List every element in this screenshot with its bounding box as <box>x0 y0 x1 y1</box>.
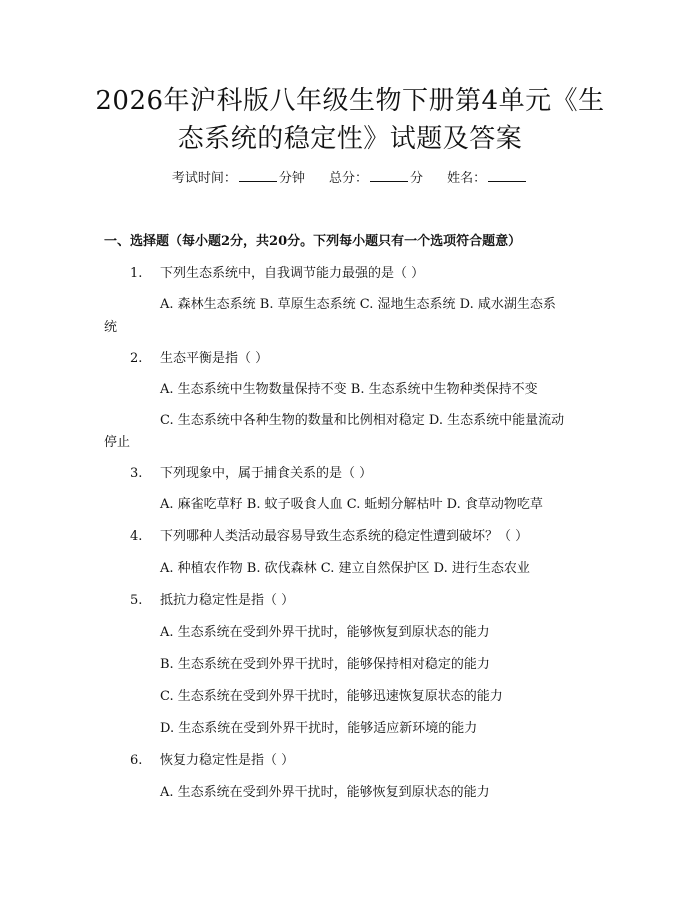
title-line-1: 2026年沪科版八年级生物下册第4单元《生 <box>95 86 605 116</box>
score-blank <box>370 169 408 182</box>
question-3 <box>130 462 372 481</box>
question-5-option-a: A. 生态系统在受到外界干扰时，能够恢复到原状态的能力 <box>160 625 490 640</box>
question-number: 2. <box>130 351 143 366</box>
question-1 <box>130 262 424 281</box>
question-stem: 抵抗力稳定性是指（ ） <box>160 593 295 608</box>
title-line-2: 态系统的稳定性》试题及答案 <box>177 124 523 154</box>
question-number: 6. <box>130 753 143 768</box>
name-label: 姓名： <box>447 171 487 186</box>
total-score <box>329 171 423 186</box>
question-5-option-c: C. 生态系统在受到外界干扰时，能够迅速恢复原状态的能力 <box>160 689 503 704</box>
question-stem: 下列哪种人类活动最容易导致生态系统的稳定性遭到破坏？（ ） <box>160 529 529 544</box>
question-2-options-1: A. 生态系统中生物数量保持不变 B. 生态系统中生物种类保持不变 <box>160 382 538 397</box>
question-6-option-a: A. 生态系统在受到外界干扰时，能够恢复到原状态的能力 <box>160 785 490 800</box>
question-4-options: A. 种植农作物 B. 砍伐森林 C. 建立自然保护区 D. 进行生态农业 <box>160 561 530 576</box>
question-1-options-wrap: 统 <box>104 320 118 335</box>
question-5 <box>130 589 294 608</box>
name-blank <box>488 169 526 182</box>
exam-meta <box>0 167 700 186</box>
score-label: 总分： <box>328 171 368 186</box>
question-number: 3. <box>130 466 143 481</box>
exam-time <box>172 171 305 186</box>
question-stem: 下列生态系统中，自我调节能力最强的是（ ） <box>160 266 425 281</box>
question-number: 1. <box>130 266 143 281</box>
question-5-option-d: D. 生态系统在受到外界干扰时，能够适应新环境的能力 <box>160 721 478 736</box>
question-2 <box>130 347 268 366</box>
question-stem: 下列现象中，属于捕食关系的是（ ） <box>160 466 373 481</box>
question-number: 4. <box>130 529 143 544</box>
question-4 <box>130 525 528 544</box>
time-unit: 分钟 <box>278 171 305 186</box>
question-5-option-b: B. 生态系统在受到外界干扰时，能够保持相对稳定的能力 <box>160 657 490 672</box>
question-2-options-wrap: 停止 <box>104 435 131 450</box>
time-label: 考试时间： <box>171 171 237 186</box>
question-1-options: A. 森林生态系统 B. 草原生态系统 C. 湿地生态系统 D. 咸水湖生态系 <box>160 297 556 312</box>
question-2-options-2: C. 生态系统中各种生物的数量和比例相对稳定 D. 生态系统中能量流动 <box>160 413 565 428</box>
question-3-options: A. 麻雀吃草籽 B. 蚊子吸食人血 C. 蚯蚓分解枯叶 D. 食草动物吃草 <box>160 497 543 512</box>
document-title <box>80 82 620 158</box>
question-stem: 恢复力稳定性是指（ ） <box>160 753 295 768</box>
student-name <box>447 171 528 186</box>
time-blank <box>239 169 277 182</box>
question-stem: 生态平衡是指（ ） <box>160 351 269 366</box>
question-6 <box>130 749 294 768</box>
question-number: 5. <box>130 593 143 608</box>
section-heading: 一、选择题（每小题2分，共20分。下列每小题只有一个选项符合题意） <box>104 234 522 249</box>
score-unit: 分 <box>410 171 424 186</box>
